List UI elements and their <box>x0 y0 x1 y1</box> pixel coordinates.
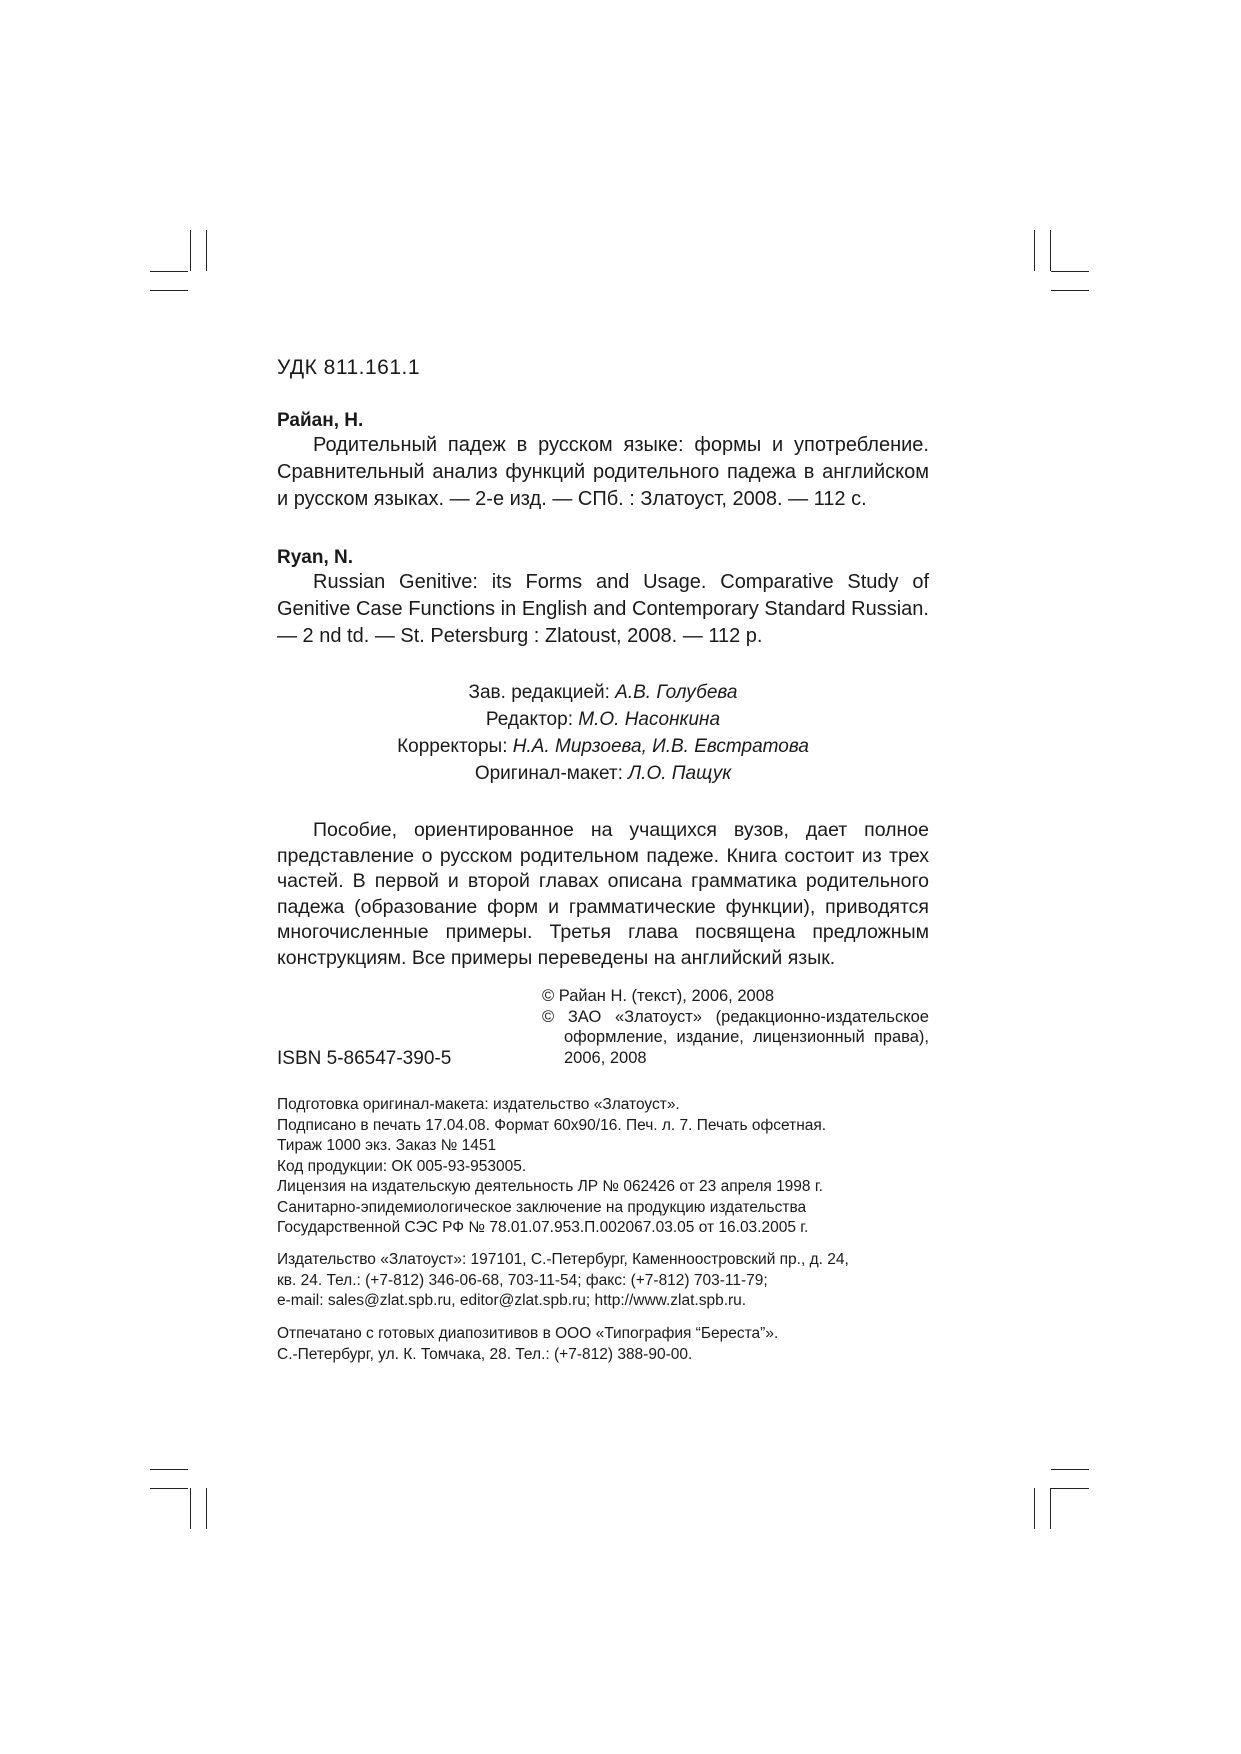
crop-mark <box>1051 271 1089 272</box>
imprint-info <box>277 1095 929 1239</box>
credit-line <box>277 706 929 733</box>
imprint-line: Подготовка оригинал-макета: издательство «Златоуст». <box>277 1096 680 1113</box>
credit-name: А.В. Голубева <box>615 682 738 703</box>
printer-line: Отпечатано с готовых диапозитивов в ООО «Типография “Береста”». <box>277 1325 779 1342</box>
crop-mark <box>1051 290 1089 291</box>
crop-mark <box>1034 230 1035 271</box>
crop-mark <box>1050 230 1051 271</box>
imprint-line: Код продукции: ОК 005-93-953005. <box>277 1157 527 1175</box>
crop-mark <box>1050 1488 1051 1529</box>
copyright-block <box>542 986 929 1068</box>
crop-mark <box>1051 1469 1089 1470</box>
printer-info <box>277 1324 929 1365</box>
publisher-line: Издательство «Златоуст»: 197101, С.-Петербург, Каменноостровский пр., д. 24, <box>277 1251 849 1268</box>
credit-name: М.О. Насонкина <box>578 709 721 730</box>
udk-code: УДК 811.161.1 <box>277 356 421 379</box>
publisher-line: кв. 24. Тел.: (+7-812) 346-06-68, 703-11-54; факс: (+7-812) 703-11-79; <box>277 1271 768 1289</box>
credit-line <box>277 679 929 706</box>
credit-name: Л.О. Пащук <box>628 763 732 784</box>
credits <box>277 679 929 787</box>
bibliographic-entry-en <box>277 547 929 650</box>
crop-mark <box>150 290 188 291</box>
description-en: Russian Genitive: its Forms and Usage. Comparative Study of Genitive Case Functions in English and Contemporary Standard Russian. — 2 nd td. — St. Petersburg : Zlatoust, 2008. — 112 p. <box>277 571 929 647</box>
abstract: Пособие, ориентированное на учащихся вузов, дает полное представление о русском родительном падеже. Книга состоит из трех частей. В первой и второй главах описана грамматика родительного падежа (образование форм и грамматические функции), приводятся многочисленные примеры. Третья глава посвящена предложным конструкциям. Все примеры переведены на английский язык. <box>277 819 929 969</box>
publisher-line: e-mail: sales@zlat.spb.ru, editor@zlat.spb.ru; http://www.zlat.spb.ru. <box>277 1292 747 1309</box>
author-ru: Райан, Н. <box>277 410 364 431</box>
description-ru: Родительный падеж в русском языке: формы и употребление. Сравнительный анализ функций родительного падежа в английском и русском языках. — 2-е изд. — СПб. : Златоуст, 2008. — 112 с. <box>277 434 929 510</box>
credit-role: Оригинал-макет: <box>474 763 629 784</box>
crop-mark <box>206 1488 207 1529</box>
imprint-line: Тираж 1000 экз. Заказ № 1451 <box>277 1137 497 1154</box>
imprint-line: Санитарно-эпидемиологическое заключение на продукцию издательства <box>277 1198 807 1216</box>
credit-line <box>277 733 929 760</box>
crop-mark <box>206 230 207 271</box>
printer-line: С.-Петербург, ул. К. Томчака, 28. Тел.: (+7-812) 388-90-00. <box>277 1345 693 1363</box>
crop-mark <box>150 1488 188 1489</box>
imprint-line: Лицензия на издательскую деятельность ЛР № 062426 от 23 апреля 1998 г. <box>277 1178 823 1195</box>
crop-mark <box>1034 1488 1035 1529</box>
publisher-info <box>277 1250 929 1312</box>
copyright-line: © ЗАО «Златоуст» (редакционно-издательское оформление, издание, лицензионный права), 2006, 2008 <box>542 1007 929 1067</box>
bibliographic-entry-ru <box>277 410 929 513</box>
credit-role: Корректоры: <box>397 736 513 757</box>
crop-mark <box>1051 1488 1089 1489</box>
crop-mark <box>190 230 191 271</box>
credit-role: Редактор: <box>485 709 579 730</box>
credit-role: Зав. редакцией: <box>468 682 616 703</box>
crop-mark <box>150 271 188 272</box>
imprint-line: Государственной СЭС РФ № 78.01.07.953.П.002067.03.05 от 16.03.2005 г. <box>277 1219 809 1236</box>
isbn: ISBN 5-86547-390-5 <box>277 1048 452 1069</box>
copyright-line: © Райан Н. (текст), 2006, 2008 <box>542 987 775 1005</box>
credit-line <box>277 760 929 787</box>
crop-mark <box>150 1469 188 1470</box>
author-en: Ryan, N. <box>277 547 354 568</box>
credit-name: Н.А. Мирзоева, И.В. Евстратова <box>512 736 809 757</box>
imprint-line: Подписано в печать 17.04.08. Формат 60x90/16. Печ. л. 7. Печать офсетная. <box>277 1116 827 1134</box>
crop-mark <box>190 1488 191 1529</box>
